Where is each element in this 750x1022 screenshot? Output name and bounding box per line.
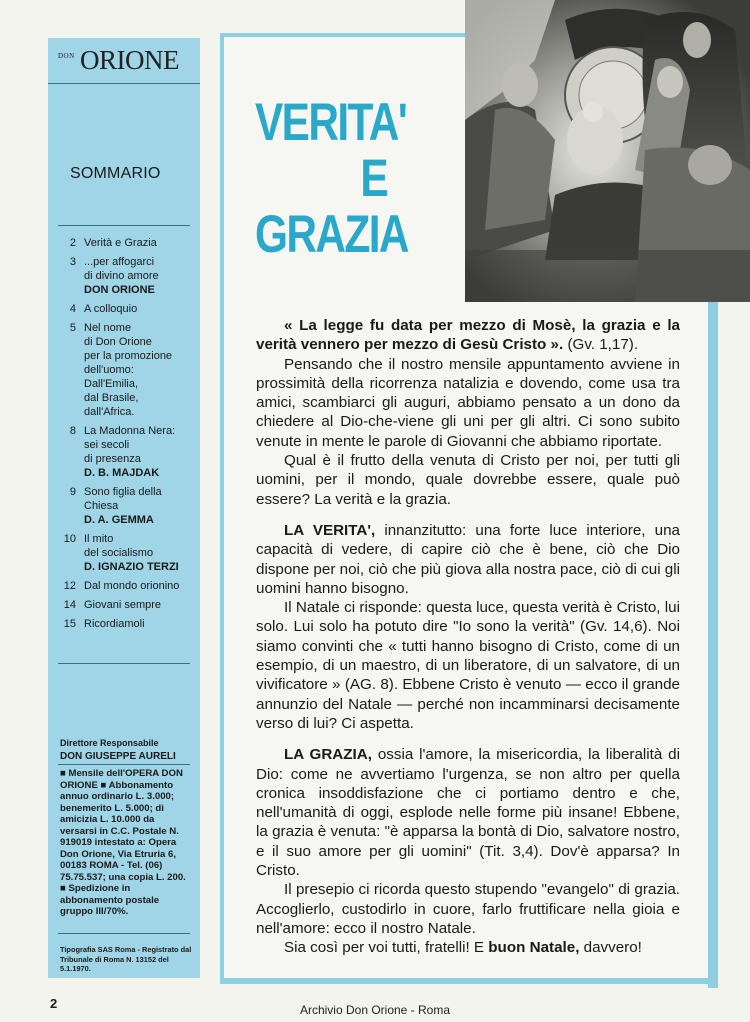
- toc-author: D. B. MAJDAK: [84, 467, 160, 479]
- toc-title: Dal mondo orionino: [84, 580, 180, 592]
- toc-title: Il mito del socialismo: [84, 533, 154, 559]
- toc-page-number: 9: [69, 486, 76, 498]
- summary-sidebar: [48, 38, 200, 978]
- paragraph: [256, 745, 680, 880]
- toc-title: A colloquio: [84, 303, 138, 315]
- paragraph-text: innanzitutto: una forte luce interiore, una capacità di vedere, di capire ciò che è bene, ciò che Dio dispone per noi, ciò che più giova alla nostra pace, ciò di cui gli uomini hanno bisogno.: [256, 521, 680, 597]
- masthead-don: DON: [58, 52, 75, 60]
- toc-item: [54, 236, 196, 250]
- archive-footer: Archivio Don Orione - Roma: [299, 1003, 451, 1017]
- summary-title: SOMMARIO: [70, 165, 161, 182]
- closing-text-end: davvero!: [579, 939, 642, 957]
- toc-author: D. IGNAZIO TERZI: [84, 561, 179, 573]
- toc-title: Sono figlia della Chiesa: [84, 486, 162, 512]
- toc-item: [54, 255, 196, 297]
- section-keyword: LA VERITA',: [284, 521, 376, 539]
- toc-page-number: 12: [63, 580, 76, 592]
- toc-title: Giovani sempre: [84, 599, 162, 611]
- toc-item: [54, 485, 196, 527]
- lead-quote: « La legge fu data per mezzo di Mosè, la grazia e la verità vennero per mezzo di Gesù Cristo ».: [256, 317, 680, 354]
- lead-paragraph: [256, 316, 680, 355]
- closing-text: Sia così per voi tutti, fratelli! E: [284, 939, 489, 957]
- toc-item: [54, 579, 196, 593]
- table-of-contents: [54, 236, 196, 636]
- director-label: Direttore Responsabile: [60, 738, 159, 748]
- printer-text: Tipografia SAS Roma - Registrato dal Tribunale di Roma N. 13152 del 5.1.1970.: [60, 945, 192, 974]
- section-keyword: LA GRAZIA,: [284, 746, 372, 764]
- paragraph: Il presepio ci ricorda questo stupendo "evangelo" di grazia. Accoglierlo, custodirlo in cuore, farlo fruttificare nella gioia e nell'amore: ecco il nostro Natale.: [256, 881, 680, 937]
- frame-strip-right: [708, 300, 718, 988]
- toc-page-number: 15: [63, 618, 76, 630]
- toc-title: ...per affogarci di divino amore: [84, 256, 159, 282]
- toc-item: [54, 302, 196, 316]
- toc-item: [54, 532, 196, 574]
- paragraph-text: ossia l'amore, la misericordia, la liberalità di Dio: come ne avvertiamo l'urgenza, se non altro per quella cronica insoddisfazione che ci portiamo dentro e che, nell'umanità di oggi, esplode nelle forme più insane! Ebbene, la grazia è venuta: "è apparsa la bontà di Dio, salvatore nostro, e il suo amore per gli uomini" (Tit. 3,4). Dov'è apparsa? In Cristo.: [256, 746, 680, 880]
- paragraph: Qual è il frutto della venuta di Cristo per noi, per tutti gli uomini, per il mondo, quale dovrebbe essere, quale può essere? La verità e la grazia.: [256, 452, 680, 508]
- toc-title: Nel nome di Don Orione per la promozione dell'uomo: Dall'Emilia, dal Brasile, dall'Africa.: [84, 322, 173, 418]
- headline-line-3: GRAZIA: [255, 205, 408, 264]
- paragraph: [256, 938, 680, 957]
- nativity-scene-photo: [465, 0, 750, 302]
- toc-author: DON ORIONE: [84, 284, 155, 296]
- paragraph: Il Natale ci risponde: questa luce, questa verità è Cristo, lui solo. Lui solo ha potuto dire "Io sono la verità" (Gv. 14,6). Noi siamo convinti che « tutti hanno bisogno di Cristo, come di un esempio, di un maestro, di un liberatore, di un salvatore, di un vivificatore » (AG. 8). Ebbene Cristo è venuto — ecco il grande annunzio del Natale — perché non incamminarsi decisamente verso di lui? Ci aspetta.: [256, 599, 680, 732]
- paragraph: [256, 521, 680, 598]
- headline: [255, 93, 408, 264]
- masthead-logo: [48, 38, 200, 84]
- closing-greeting: buon Natale,: [488, 939, 580, 957]
- divider: [58, 764, 190, 765]
- headline-line-2: E: [360, 149, 387, 208]
- toc-page-number: 3: [69, 256, 76, 268]
- toc-title: Ricordiamoli: [84, 618, 145, 630]
- toc-item: [54, 424, 196, 480]
- toc-page-number: 2: [69, 237, 76, 249]
- toc-title: Verità e Grazia: [84, 237, 157, 249]
- page-number: 2: [50, 996, 58, 1011]
- imprint-text: ■ Mensile dell'OPERA DON ORIONE ■ Abbonamento annuo ordinario L. 3.000; benemerito L. 5.000; di amicizia L. 10.000 da versarsi in C.C. Postale N. 919019 intestato a: Opera Don Orione, Via Etruria 6, 00183 ROMA - Tel. (06) 75.75.537; una copia L. 200. ■ Spedizione in abbonamento postale gruppo III/70%.: [60, 768, 186, 917]
- toc-item: [54, 598, 196, 612]
- article-body: [256, 316, 680, 958]
- nativity-scene-image: [465, 0, 750, 302]
- toc-page-number: 14: [63, 599, 76, 611]
- divider: [58, 933, 190, 934]
- divider: [58, 225, 190, 226]
- toc-page-number: 4: [69, 303, 76, 315]
- director-name: DON GIUSEPPE AURELI: [60, 751, 176, 762]
- toc-page-number: 5: [69, 322, 76, 334]
- toc-page-number: 10: [63, 533, 76, 545]
- paragraph: Pensando che il nostro mensile appuntamento avviene in prossimità della ricorrenza natalizia e dovendo, come usa tra amici, scambiarci gli auguri, abbiamo pensato a un dono da chiedere al Dio-che-viene gli uni per gli altri. Ci sono subito venute in mente le parole di Giovanni che abbiamo riportate.: [256, 355, 680, 450]
- lead-reference: (Gv. 1,17).: [563, 336, 639, 354]
- toc-item: [54, 617, 196, 631]
- headline-line-1: VERITA': [255, 93, 407, 152]
- toc-page-number: 8: [69, 425, 76, 437]
- frame-strip-bottom: [220, 978, 718, 984]
- divider: [58, 663, 190, 664]
- masthead-orione: ORIONE: [80, 45, 179, 75]
- toc-author: D. A. GEMMA: [84, 514, 154, 526]
- toc-item: [54, 321, 196, 419]
- toc-title: La Madonna Nera: sei secoli di presenza: [84, 425, 176, 465]
